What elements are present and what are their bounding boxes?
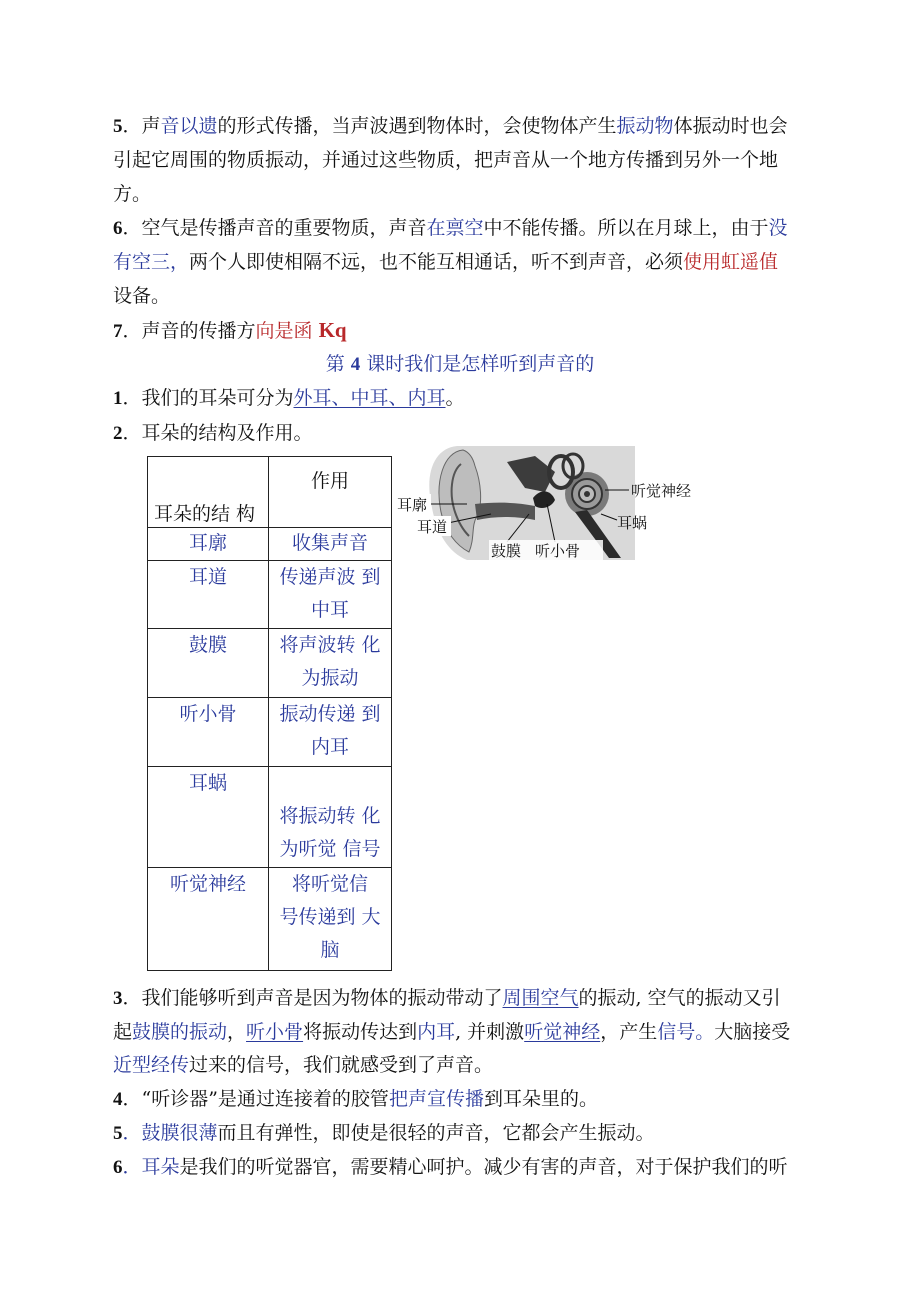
answer-text: 使用虹遥值 [683, 251, 779, 273]
text-run: 是我们的听觉器官，需要精心呵护。减少有害的声音，对于保护我们的听 [179, 1156, 788, 1178]
item-5-bottom [113, 1121, 655, 1146]
text-run: 的振动, 空气的振动又引 [578, 987, 781, 1009]
answer-text: 没 [768, 217, 788, 239]
part-cell [148, 767, 269, 868]
answer-text: 鼓膜很薄 [141, 1122, 218, 1144]
title-number: 4 [350, 354, 361, 375]
item-6-line-2 [113, 250, 778, 274]
text-run: ． [122, 1156, 142, 1178]
function-cell [269, 528, 392, 561]
text-run: 到耳朵里的。 [483, 1088, 598, 1110]
function-text: 号传递到 大 [279, 906, 381, 928]
answer-text: 听觉神经 [524, 1021, 601, 1043]
item-number: 2 [113, 423, 123, 444]
answer-text: Kq [318, 318, 347, 342]
text-run: 的形式传播，当声波遇到物体时，会使物体产生 [217, 115, 617, 137]
function-text: 传递声波 到 [279, 566, 381, 588]
label-ossicles: 听小骨 [535, 542, 581, 560]
item-number: 4 [113, 1089, 123, 1110]
table-row [148, 868, 392, 971]
function-text [269, 767, 391, 800]
answer-text: 外耳、中耳、内耳 [293, 387, 446, 409]
text-run: ，产生 [600, 1021, 658, 1043]
label-cochlea: 耳蜗 [617, 514, 648, 532]
text-run: ．声 [122, 115, 161, 137]
table-row [148, 698, 392, 767]
part-cell [148, 868, 269, 971]
label-canal: 耳道 [417, 518, 448, 536]
item-number: 7 [113, 321, 123, 342]
part-cell [148, 528, 269, 561]
item-3-line-1 [113, 986, 781, 1011]
item-number: 3 [113, 988, 123, 1009]
item-6-line-1 [113, 216, 788, 241]
ear-structure-table [147, 456, 392, 971]
item-number: 5 [113, 116, 123, 137]
function-text: 振动传递 到 [279, 703, 381, 725]
header-function: 作用 [310, 470, 349, 492]
answer-text: 把声宣传播 [388, 1088, 484, 1110]
item-6-bottom [113, 1155, 788, 1180]
answer-text: 向是函 [255, 320, 319, 342]
function-text: 将振动转 化 [279, 805, 381, 827]
function-cell [269, 629, 392, 698]
text-run: 。 [445, 387, 465, 409]
function-text: 为振动 [301, 667, 359, 689]
label-eardrum: 鼓膜 [491, 542, 522, 560]
item-5-line-1 [113, 114, 788, 139]
answer-text: 近型经传 [113, 1054, 190, 1076]
part-name: 耳廓 [188, 532, 227, 554]
function-cell [269, 698, 392, 767]
answer-text: 内耳 [417, 1021, 456, 1043]
function-text: 内耳 [310, 736, 349, 758]
item-7-line-1 [113, 318, 347, 344]
answer-text: 耳朵 [141, 1156, 180, 1178]
item-5-line-2 [113, 148, 778, 172]
item-1 [113, 386, 465, 411]
function-cell [269, 561, 392, 629]
answer-text: 鼓膜的振动 [132, 1021, 228, 1043]
text-run: , 并刺激 [455, 1021, 525, 1043]
text-run: ．声音的传播方 [122, 320, 256, 342]
item-3-line-2 [113, 1020, 790, 1044]
part-name: 耳蜗 [188, 772, 227, 794]
text-run: ， [227, 1021, 247, 1043]
part-cell [148, 629, 269, 698]
table-row [148, 528, 392, 561]
function-cell [269, 868, 392, 971]
answer-text: 振动物 [616, 115, 674, 137]
text-run: 大脑接受 [714, 1021, 791, 1043]
text-run: 起 [113, 1021, 133, 1043]
ear-diagram [395, 442, 705, 562]
table-header-row [148, 457, 392, 528]
part-cell [148, 698, 269, 767]
header-structure: 耳朵的结 构 [154, 503, 256, 525]
item-number: 1 [113, 388, 123, 409]
text-run: ．耳朵的结构及作用。 [122, 422, 313, 444]
item-6-line-3 [113, 284, 170, 308]
part-name: 鼓膜 [188, 634, 227, 656]
text-run: 两个人即使相隔不远，也不能互相通话，听不到声音，必须 [189, 251, 684, 273]
item-2 [113, 421, 313, 446]
text-run: ．空气是传播声音的重要物质，声音 [122, 217, 427, 239]
lesson-title [0, 352, 920, 377]
part-cell [148, 561, 269, 629]
function-text: 收集声音 [291, 532, 368, 554]
part-name: 听觉神经 [169, 873, 246, 895]
table-row [148, 629, 392, 698]
title-prefix: 第 [325, 353, 351, 375]
text-run: ．我们能够听到声音是因为物体的振动带动了 [122, 987, 503, 1009]
part-name: 耳道 [188, 566, 227, 588]
text-run: 设备。 [113, 285, 171, 307]
text-run: 中不能传播。所以在月球上，由于 [483, 217, 769, 239]
text-run: ． [122, 1122, 142, 1144]
answer-text: 周围空气 [502, 987, 579, 1009]
function-text: 中耳 [310, 599, 349, 621]
text-run: ．“听诊器”是通过连接着的胶管 [122, 1088, 389, 1110]
table-row [148, 561, 392, 629]
item-number: 6 [113, 1157, 123, 1178]
text-run: 方。 [113, 183, 152, 205]
item-5-line-3 [113, 182, 151, 206]
answer-text: 有空三， [113, 251, 190, 273]
text-run: 而且有弹性，即使是很轻的声音，它都会产生振动。 [217, 1122, 655, 1144]
label-nerve: 听觉神经 [631, 482, 692, 500]
text-run: 体振动时也会 [673, 115, 788, 137]
function-text: 将听觉信 [291, 873, 368, 895]
item-4 [113, 1087, 598, 1112]
header-function-cell [269, 457, 392, 528]
answer-text: 信号。 [657, 1021, 715, 1043]
table-row [148, 767, 392, 868]
item-3-line-3 [113, 1053, 493, 1077]
item-number: 5 [113, 1123, 123, 1144]
answer-text: 在禀空 [426, 217, 484, 239]
header-structure-cell [148, 457, 269, 528]
text-run: 过来的信号，我们就感受到了声音。 [189, 1054, 494, 1076]
answer-text: 音以遗 [160, 115, 218, 137]
function-text: 将声波转 化 [279, 634, 381, 656]
title-suffix: 课时我们是怎样听到声音的 [360, 353, 595, 375]
part-name: 听小骨 [179, 703, 237, 725]
function-text: 脑 [320, 939, 340, 961]
function-text: 为听觉 信号 [279, 838, 381, 860]
item-number: 6 [113, 218, 123, 239]
text-run: 将振动传达到 [303, 1021, 418, 1043]
label-auricle: 耳廓 [397, 496, 428, 514]
text-run: ．我们的耳朵可分为 [122, 387, 294, 409]
function-cell [269, 767, 392, 868]
text-run: 引起它周围的物质振动，并通过这些物质，把声音从一个地方传播到另外一个地 [113, 149, 779, 171]
answer-text: 听小骨 [246, 1021, 304, 1043]
